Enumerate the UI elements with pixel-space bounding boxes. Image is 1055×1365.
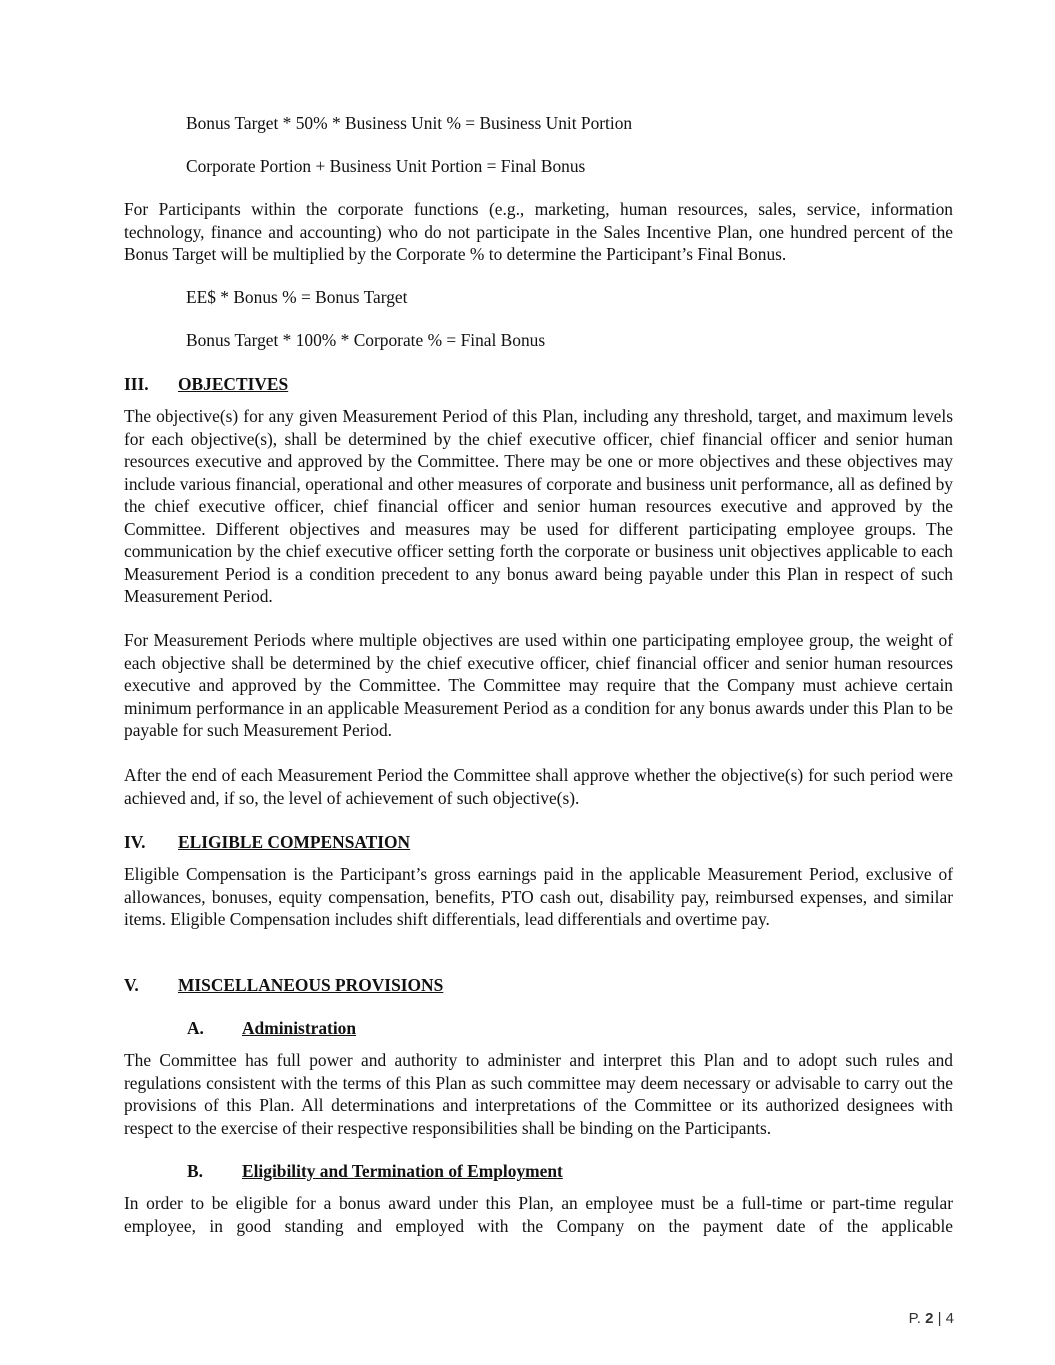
objectives-paragraph-3: After the end of each Measurement Period the Committee shall approve whether the objective(s) for such period were achieved and, if so, the level of achievement of such objective(s). bbox=[124, 765, 953, 808]
section-4-heading: ELIGIBLE COMPENSATION bbox=[178, 832, 411, 852]
formula-bonus-target: EE$ * Bonus % = Bonus Target bbox=[186, 287, 408, 307]
page-separator: | bbox=[937, 1310, 942, 1327]
section-4-number: IV. bbox=[124, 832, 146, 852]
current-page-number: 2 bbox=[925, 1310, 934, 1327]
subsection-b-heading: Eligibility and Termination of Employment bbox=[242, 1161, 563, 1181]
formula-final-bonus: Corporate Portion + Business Unit Portion = Final Bonus bbox=[186, 156, 586, 176]
formula-business-unit-portion: Bonus Target * 50% * Business Unit % = Business Unit Portion bbox=[186, 113, 633, 133]
eligible-compensation-paragraph: Eligible Compensation is the Participant’s gross earnings paid in the applicable Measurement Period, exclusive of allowances, bonuses, equity compensation, benefits, PTO cash out, disability pay, reimbursed expenses, and similar items. Eligible Compensation includes shift differentials, lead differentials and overtime pay. bbox=[124, 864, 953, 929]
total-pages: 4 bbox=[945, 1310, 954, 1327]
objectives-paragraph-1: The objective(s) for any given Measurement Period of this Plan, including any threshold, target, and maximum levels for each objective(s), shall be determined by the chief executive officer, chief financial officer and senior human resources executive and approved by the Committee. There may be one or more objectives and these objectives may include various financial, operational and other measures of corporate and business unit performance, all as defined by the chief executive officer, chief financial officer and senior human resources executive and approved by the Committee. Different objectives and measures may be used for different participating employee groups. The communication by the chief executive officer setting forth the corporate or business unit objectives applicable to each Measurement Period is a condition precedent to any bonus award being payable under this Plan in respect of such Measurement Period. bbox=[124, 406, 953, 606]
page-prefix: P. bbox=[908, 1310, 921, 1327]
objectives-paragraph-2: For Measurement Periods where multiple objectives are used within one participating employee group, the weight of each objective shall be determined by the chief executive officer, chief financial officer and senior human resources executive and approved by the Committee. The Committee may require that the Company must achieve certain minimum performance in an applicable Measurement Period as a condition for any bonus awards under this Plan to be payable for such Measurement Period. bbox=[124, 630, 953, 740]
section-3-number: III. bbox=[124, 374, 149, 394]
section-3-heading: OBJECTIVES bbox=[178, 374, 289, 394]
subsection-b-letter: B. bbox=[187, 1161, 203, 1181]
administration-paragraph: The Committee has full power and authority to administer and interpret this Plan and to adopt such rules and regulations consistent with the terms of this Plan as such committee may deem necessary or advisable to carry out the provisions of this Plan. All determinations and interpretations of the Committee or its authorized designees with respect to the exercise of their respective responsibilities shall be binding on the Participants. bbox=[124, 1050, 953, 1138]
section-5-heading: MISCELLANEOUS PROVISIONS bbox=[178, 975, 444, 995]
corporate-participants-paragraph: For Participants within the corporate functions (e.g., marketing, human resources, sales, service, information technology, finance and accounting) who do not participate in the Sales Incentive Plan, one hundred percent of the Bonus Target will be multiplied by the Corporate % to determine the Participant’s Final Bonus. bbox=[124, 199, 953, 264]
eligibility-paragraph: In order to be eligible for a bonus award under this Plan, an employee must be a full-time or part-time regular employee, in good standing and employed with the Company on the payment date of the applicable bbox=[124, 1193, 953, 1236]
page-number-footer bbox=[909, 1308, 954, 1331]
subsection-a-heading: Administration bbox=[242, 1018, 357, 1038]
formula-corporate-final-bonus: Bonus Target * 100% * Corporate % = Final Bonus bbox=[186, 330, 546, 350]
section-5-number: V. bbox=[124, 975, 139, 995]
subsection-a-letter: A. bbox=[187, 1018, 204, 1038]
